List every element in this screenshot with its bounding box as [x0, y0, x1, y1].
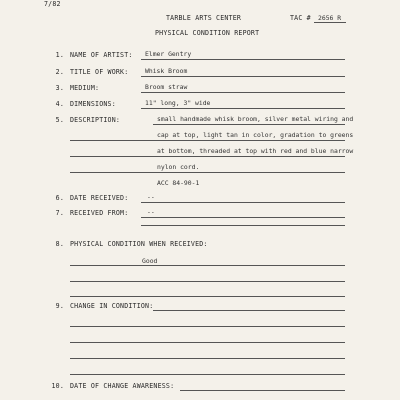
- description-rule: [70, 172, 345, 173]
- description-label: DESCRIPTION:: [70, 116, 121, 124]
- condition-line: [70, 281, 345, 282]
- change-line: [70, 374, 345, 375]
- description-line-3: at bottom, threaded at top with red and blue narrow: [157, 147, 354, 155]
- condition-received-label: PHYSICAL CONDITION WHEN RECEIVED:: [70, 240, 208, 248]
- change-line: [70, 326, 345, 327]
- dimensions-value: 11" long, 3" wide: [145, 99, 211, 107]
- artist-label: NAME OF ARTIST:: [70, 51, 133, 59]
- date-received-value: --: [147, 193, 155, 201]
- accession-number: ACC 84-90-1: [157, 179, 200, 187]
- change-line: [70, 342, 345, 343]
- change-date-line: [180, 390, 345, 391]
- field-number: 7.: [55, 209, 64, 217]
- medium-label: MEDIUM:: [70, 84, 100, 92]
- condition-line: [70, 265, 345, 266]
- description-rule: [70, 156, 345, 157]
- field-number: 8.: [55, 240, 64, 248]
- received-from-value: --: [147, 208, 155, 216]
- artist-line: [141, 59, 345, 60]
- field-number: 2.: [55, 68, 64, 76]
- field-number: 1.: [55, 51, 64, 59]
- center-name: TARBLE ARTS CENTER: [166, 14, 242, 22]
- medium-line: [141, 92, 345, 93]
- condition-line: [70, 296, 345, 297]
- field-number: 9.: [55, 302, 64, 310]
- title-value: Whisk Broom: [145, 67, 188, 75]
- description-line-1: small handmade whisk broom, silver metal wiring and: [157, 115, 354, 123]
- description-line-4: nylon cord.: [157, 163, 200, 171]
- date-received-line: [141, 202, 345, 203]
- dimensions-line: [141, 108, 345, 109]
- title-line: [141, 76, 345, 77]
- field-number: 5.: [55, 116, 64, 124]
- report-title: PHYSICAL CONDITION REPORT: [155, 29, 260, 37]
- dimensions-label: DIMENSIONS:: [70, 100, 116, 108]
- field-number: 6.: [55, 194, 64, 202]
- change-label: CHANGE IN CONDITION:: [70, 302, 154, 310]
- field-number: 10.: [51, 382, 64, 390]
- title-label: TITLE OF WORK:: [70, 68, 129, 76]
- change-line: [153, 310, 345, 311]
- received-from-label: RECEIVED FROM:: [70, 209, 129, 217]
- corner-mark: 7/82: [44, 0, 61, 8]
- tac-number: 2656 R: [318, 14, 342, 22]
- description-rule: [70, 140, 345, 141]
- change-date-label: DATE OF CHANGE AWARENESS:: [70, 382, 175, 390]
- received-from-line: [141, 225, 345, 226]
- field-number: 4.: [55, 100, 64, 108]
- received-from-line: [141, 217, 345, 218]
- artist-value: Elmer Gentry: [145, 50, 192, 58]
- medium-value: Broom straw: [145, 83, 188, 91]
- description-rule: [153, 124, 345, 125]
- change-line: [70, 358, 345, 359]
- description-line-2: cap at top, light tan in color, gradation to greens: [157, 131, 354, 139]
- condition-received-value: Good: [142, 257, 158, 265]
- tac-label: TAC #: [290, 14, 311, 22]
- date-received-label: DATE RECEIVED:: [70, 194, 129, 202]
- field-number: 3.: [55, 84, 64, 92]
- tac-number-line: [314, 22, 346, 23]
